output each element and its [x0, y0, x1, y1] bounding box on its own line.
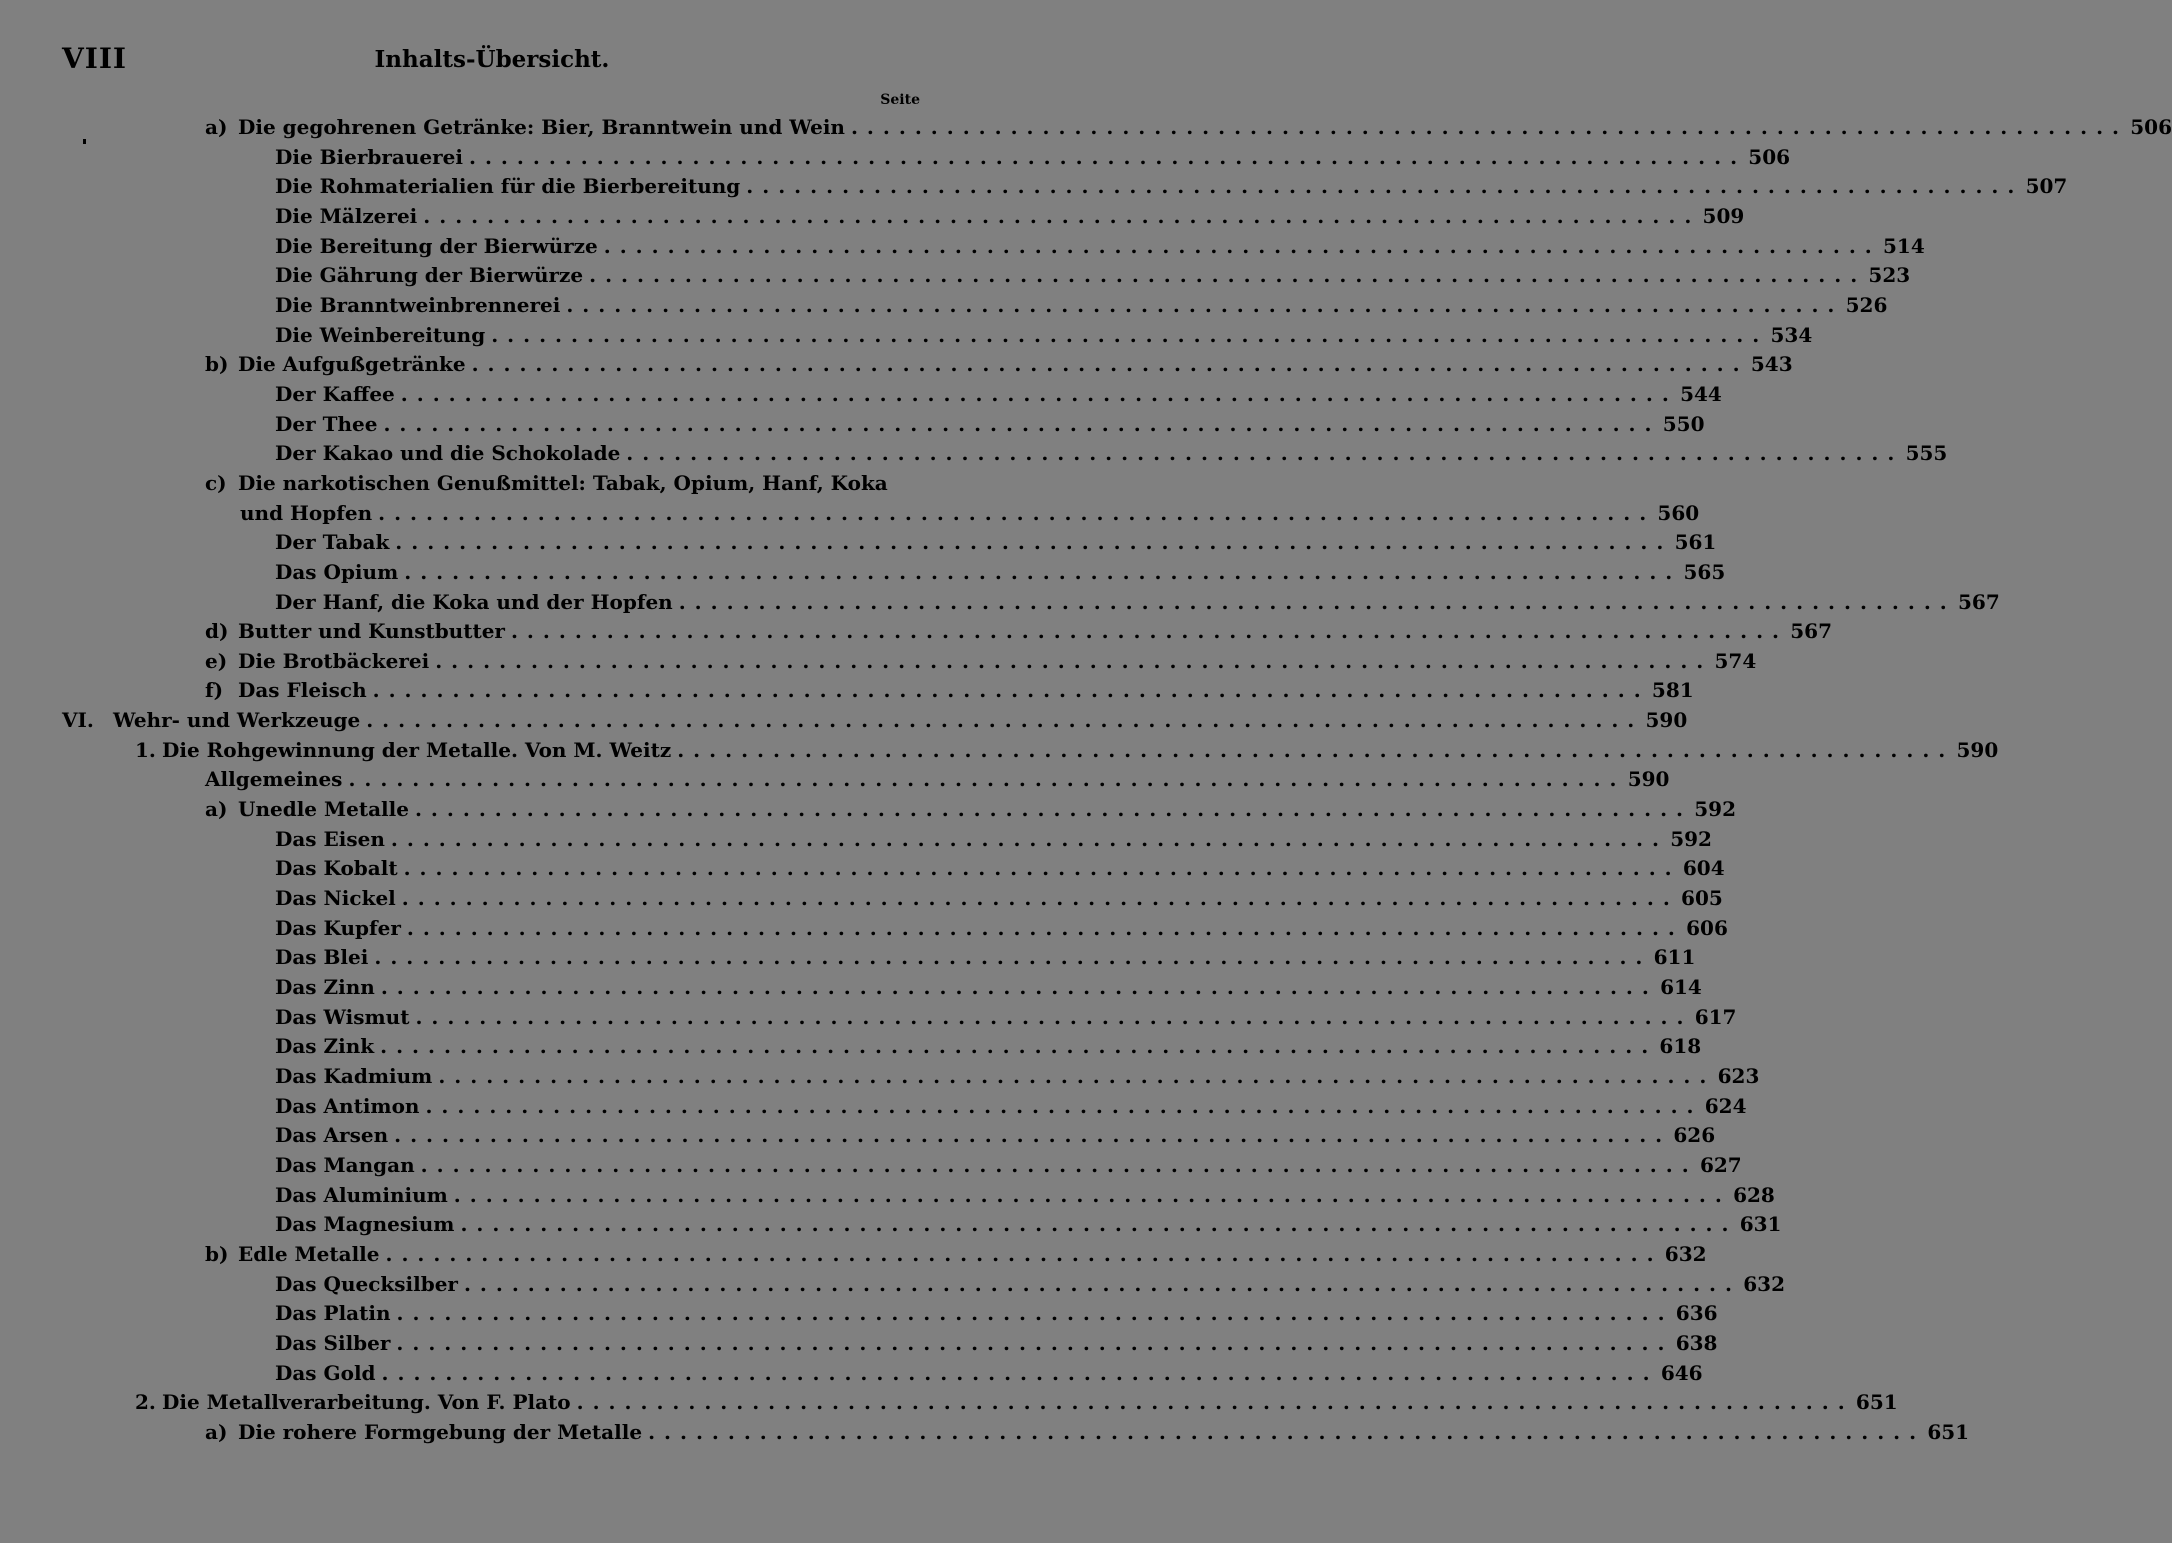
toc-entry-title: Das Kadmium	[275, 1064, 433, 1088]
toc-entry	[0, 617, 1832, 647]
toc-entry-page: 550	[1662, 411, 1705, 436]
toc-entry-title: Der Kaffee	[275, 381, 395, 406]
toc-entry-title: Das Kupfer	[275, 915, 401, 940]
dot-leader: ................................................................................	[576, 1390, 1854, 1415]
toc-entry-title: Die Gährung der Bierwürze	[275, 263, 584, 288]
toc-entry-page: 606	[1686, 915, 1728, 940]
toc-entry	[0, 676, 1694, 706]
toc-entry	[0, 1270, 1785, 1300]
toc-entry-page: 636	[1675, 1301, 1718, 1326]
toc-entry-page: 560	[1657, 500, 1700, 525]
toc-entry-page: 526	[1845, 292, 1888, 317]
toc-entry	[0, 232, 1925, 262]
toc-entry-title: und Hopfen	[240, 500, 373, 525]
toc-entry	[0, 1240, 1707, 1270]
toc-entry-title: Das Fleisch	[238, 678, 367, 703]
toc-entry-title: Die Aufgußgetränke	[238, 352, 466, 377]
dot-leader: ................................................................................	[380, 975, 1658, 1000]
toc-entry-title: Die rohere Formgebung der Metalle	[238, 1419, 643, 1444]
toc-entry-page: 592	[1694, 797, 1736, 822]
dot-leader: ................................................................................	[380, 1034, 1658, 1059]
toc-entry-page: 651	[1855, 1390, 1898, 1415]
toc-entry-page: 618	[1659, 1034, 1702, 1059]
dot-leader: ................................................................................	[491, 322, 1769, 347]
toc-entry	[0, 1151, 1742, 1181]
dot-leader: ................................................................................	[372, 678, 1650, 703]
toc-entry	[0, 172, 2068, 202]
toc-entry-label: d)	[205, 619, 229, 644]
toc-entry-title: Das Blei	[275, 945, 369, 970]
toc-entry	[0, 1062, 1760, 1092]
toc-entry-title: Das Zinn	[275, 975, 375, 1000]
toc-entry-label: c)	[205, 470, 227, 495]
dot-leader: ................................................................................	[746, 174, 2024, 199]
toc-entry	[0, 202, 1745, 232]
dot-leader: ................................................................................	[603, 233, 1881, 258]
toc-entry-page: 514	[1883, 233, 1925, 258]
toc-entry-page: 523	[1868, 263, 1911, 288]
dot-leader: ................................................................................	[403, 856, 1681, 881]
toc-entry-label: e)	[205, 648, 228, 673]
dot-leader: ................................................................................	[678, 589, 1956, 614]
dot-leader: ................................................................................	[469, 144, 1747, 169]
toc-entry-label: 2.	[135, 1390, 156, 1415]
toc-entry-page: 623	[1717, 1064, 1760, 1088]
toc-entry-title: Das Kobalt	[275, 856, 398, 881]
dot-leader: ................................................................................	[414, 797, 1692, 822]
dot-leader: ................................................................................	[401, 886, 1679, 911]
toc-entry-page: 627	[1699, 1152, 1742, 1177]
page-column-label: Seite	[880, 92, 920, 108]
toc-entry-label: a)	[205, 797, 228, 822]
dot-leader: ................................................................................	[395, 530, 1673, 555]
toc-entry-title: Das Gold	[275, 1360, 376, 1385]
toc-entry-title: Unedle Metalle	[238, 797, 409, 822]
dot-leader: ................................................................................	[423, 203, 1701, 228]
toc-entry-page: 604	[1682, 856, 1725, 881]
toc-entry-page: 605	[1681, 886, 1723, 911]
toc-entry-title: Die Mälzerei	[275, 203, 418, 228]
dot-leader: ................................................................................	[438, 1064, 1716, 1088]
toc-entry	[0, 1210, 1782, 1240]
toc-entry-page: 590	[1645, 708, 1688, 733]
toc-entry	[0, 647, 1757, 677]
toc-entry-page: 565	[1683, 559, 1726, 584]
toc-entry-page: 624	[1704, 1093, 1747, 1118]
toc-entry-title: Butter und Kunstbutter	[238, 619, 505, 644]
toc-entry-title: Die Brotbäckerei	[238, 648, 430, 673]
toc-entry-page: 646	[1660, 1360, 1703, 1385]
dot-leader: ................................................................................	[648, 1419, 1926, 1444]
toc-entry-page: 638	[1675, 1330, 1718, 1355]
toc-entry-page: 561	[1674, 530, 1717, 555]
dot-leader: ................................................................................	[404, 559, 1682, 584]
toc-entry-page: 509	[1702, 203, 1745, 228]
toc-entry	[0, 1121, 1716, 1151]
dot-leader: ................................................................................	[510, 619, 1788, 644]
toc-entry	[0, 588, 2000, 618]
dot-leader: ................................................................................	[383, 411, 1661, 436]
dot-leader: ................................................................................	[406, 915, 1684, 940]
toc-entry-label: VI.	[62, 708, 94, 733]
toc-entry-page: 506	[2130, 115, 2172, 139]
dot-leader: ................................................................................	[453, 1182, 1731, 1207]
toc-entry	[0, 321, 1813, 351]
dot-leader: ................................................................................	[374, 945, 1652, 970]
toc-entry-title: Das Wismut	[275, 1004, 410, 1029]
running-title: Inhalts-Übersicht.	[374, 46, 610, 73]
toc-entry	[0, 1092, 1747, 1122]
toc-entry-title: Die Bierbrauerei	[275, 144, 463, 169]
toc-entry	[0, 558, 1726, 588]
toc-entry	[0, 261, 1911, 291]
toc-entry	[0, 1359, 1703, 1389]
toc-entry	[0, 884, 1723, 914]
dot-leader: ................................................................................	[394, 1123, 1672, 1148]
toc-entry	[0, 1388, 1898, 1418]
toc-entry-title: Die narkotischen Genußmittel: Tabak, Opium, Hanf, Koka	[238, 470, 888, 495]
dot-leader: ................................................................................	[400, 381, 1678, 406]
toc-entry	[0, 943, 1696, 973]
toc-entry	[0, 706, 1688, 736]
toc-entry-title: Das Magnesium	[275, 1212, 455, 1237]
toc-entry	[0, 410, 1705, 440]
dot-leader: ................................................................................	[415, 1004, 1693, 1029]
toc-entry-page: 632	[1743, 1271, 1785, 1296]
toc-entry	[0, 1299, 1718, 1329]
toc-entry-page: 590	[1956, 737, 1999, 762]
toc-entry-title: Allgemeines	[205, 767, 343, 792]
toc-entry-title: Die Rohgewinnung der Metalle. Von M. Weitz	[162, 737, 672, 762]
toc-entry-title: Der Hanf, die Koka und der Hopfen	[275, 589, 673, 614]
toc-entry-title: Die Branntweinbrennerei	[275, 292, 561, 317]
dot-leader: ................................................................................	[626, 441, 1904, 466]
toc-entry-title: Die Metallverarbeitung. Von F. Plato	[162, 1390, 571, 1415]
toc-entry-title: Der Thee	[275, 411, 378, 436]
toc-entry-title: Edle Metalle	[238, 1241, 380, 1266]
toc-entry-title: Das Zink	[275, 1034, 375, 1059]
toc-entry-page: 567	[1790, 619, 1832, 644]
toc-entry	[0, 1003, 1737, 1033]
toc-entry	[0, 439, 1948, 469]
toc-entry-label: 1.	[135, 737, 156, 762]
toc-entry-page: 567	[1958, 589, 2000, 614]
toc-entry-title: Das Quecksilber	[275, 1271, 458, 1296]
toc-entry-title: Die Bereitung der Bierwürze	[275, 233, 598, 258]
toc-entry	[0, 1418, 1970, 1448]
toc-entry-page: 632	[1664, 1241, 1707, 1266]
toc-entry	[0, 499, 1700, 529]
toc-entry-title: Das Nickel	[275, 886, 396, 911]
toc-entry	[0, 765, 1670, 795]
toc-entry	[0, 736, 1999, 766]
toc-entry-title: Das Eisen	[275, 826, 385, 851]
dot-leader: ................................................................................	[435, 648, 1713, 673]
dot-leader: ................................................................................	[385, 1241, 1663, 1266]
toc-entry	[0, 469, 1000, 499]
dot-leader: ................................................................................	[366, 708, 1644, 733]
table-of-contents	[0, 113, 2172, 1448]
toc-entry-label: b)	[205, 1241, 229, 1266]
toc-entry-page: 555	[1905, 441, 1948, 466]
toc-entry-label: a)	[205, 1419, 228, 1444]
toc-entry-label: b)	[205, 352, 229, 377]
toc-entry-title: Das Opium	[275, 559, 399, 584]
toc-entry-page: 626	[1673, 1123, 1716, 1148]
dot-leader: ................................................................................	[471, 352, 1749, 377]
dot-leader: ................................................................................	[460, 1212, 1738, 1237]
toc-entry-page: 617	[1694, 1004, 1737, 1029]
toc-entry-page: 506	[1748, 144, 1791, 169]
dot-leader: ................................................................................	[566, 292, 1844, 317]
toc-entry	[0, 350, 1793, 380]
dot-leader: ................................................................................	[348, 767, 1626, 792]
dot-leader: ................................................................................	[378, 500, 1656, 525]
toc-entry-page: 544	[1680, 381, 1722, 406]
toc-entry-label: f)	[205, 678, 224, 703]
toc-entry-title: Das Mangan	[275, 1152, 415, 1177]
toc-entry-title: Der Kakao und die Schokolade	[275, 441, 621, 466]
dot-leader: ................................................................................	[390, 826, 1668, 851]
toc-entry	[0, 1181, 1775, 1211]
toc-entry-title: Das Antimon	[275, 1093, 420, 1118]
dot-leader: ................................................................................	[396, 1330, 1674, 1355]
toc-entry-page: 590	[1627, 767, 1670, 792]
toc-entry-title: Die Weinbereitung	[275, 322, 486, 347]
toc-entry	[0, 1329, 1718, 1359]
toc-entry	[0, 113, 2172, 143]
toc-entry	[0, 973, 1702, 1003]
toc-entry-title: Das Silber	[275, 1330, 391, 1355]
toc-entry	[0, 854, 1725, 884]
toc-entry-page: 507	[2025, 174, 2068, 199]
toc-entry-title: Das Platin	[275, 1301, 391, 1326]
toc-entry	[0, 795, 1736, 825]
dot-leader: ................................................................................	[420, 1152, 1698, 1177]
dot-leader: ................................................................................	[463, 1271, 1741, 1296]
dot-leader: ................................................................................	[850, 115, 2128, 139]
toc-entry-page: 574	[1714, 648, 1757, 673]
dot-leader: ................................................................................	[425, 1093, 1703, 1118]
toc-entry-page: 543	[1750, 352, 1793, 377]
toc-entry-title: Der Tabak	[275, 530, 390, 555]
toc-entry-title: Die Rohmaterialien für die Bierbereitung	[275, 174, 741, 199]
toc-entry-title: Das Arsen	[275, 1123, 389, 1148]
toc-entry-page: 534	[1770, 322, 1813, 347]
toc-entry	[0, 825, 1712, 855]
toc-entry-title: Das Aluminium	[275, 1182, 448, 1207]
toc-entry	[0, 528, 1717, 558]
toc-entry-page: 611	[1653, 945, 1696, 970]
page-header	[62, 42, 922, 82]
toc-entry-page: 581	[1651, 678, 1694, 703]
dot-leader: ................................................................................	[677, 737, 1955, 762]
page-number: VIII	[62, 42, 128, 75]
toc-entry	[0, 380, 1722, 410]
toc-entry-page: 631	[1739, 1212, 1782, 1237]
dot-leader: ................................................................................	[589, 263, 1867, 288]
toc-entry-page: 651	[1927, 1419, 1970, 1444]
toc-entry-title: Die gegohrenen Getränke: Bier, Branntwein und Wein	[238, 115, 845, 139]
dot-leader: ................................................................................	[396, 1301, 1674, 1326]
toc-entry-page: 592	[1670, 826, 1712, 851]
toc-entry	[0, 1032, 1702, 1062]
dot-leader: ................................................................................	[381, 1360, 1659, 1385]
toc-entry	[0, 291, 1888, 321]
toc-entry-page: 614	[1660, 975, 1702, 1000]
toc-entry	[0, 914, 1728, 944]
toc-entry-title: Wehr- und Werkzeuge	[113, 708, 361, 733]
toc-entry-page: 628	[1733, 1182, 1775, 1207]
toc-entry-label: a)	[205, 115, 228, 139]
toc-entry	[0, 143, 1791, 173]
